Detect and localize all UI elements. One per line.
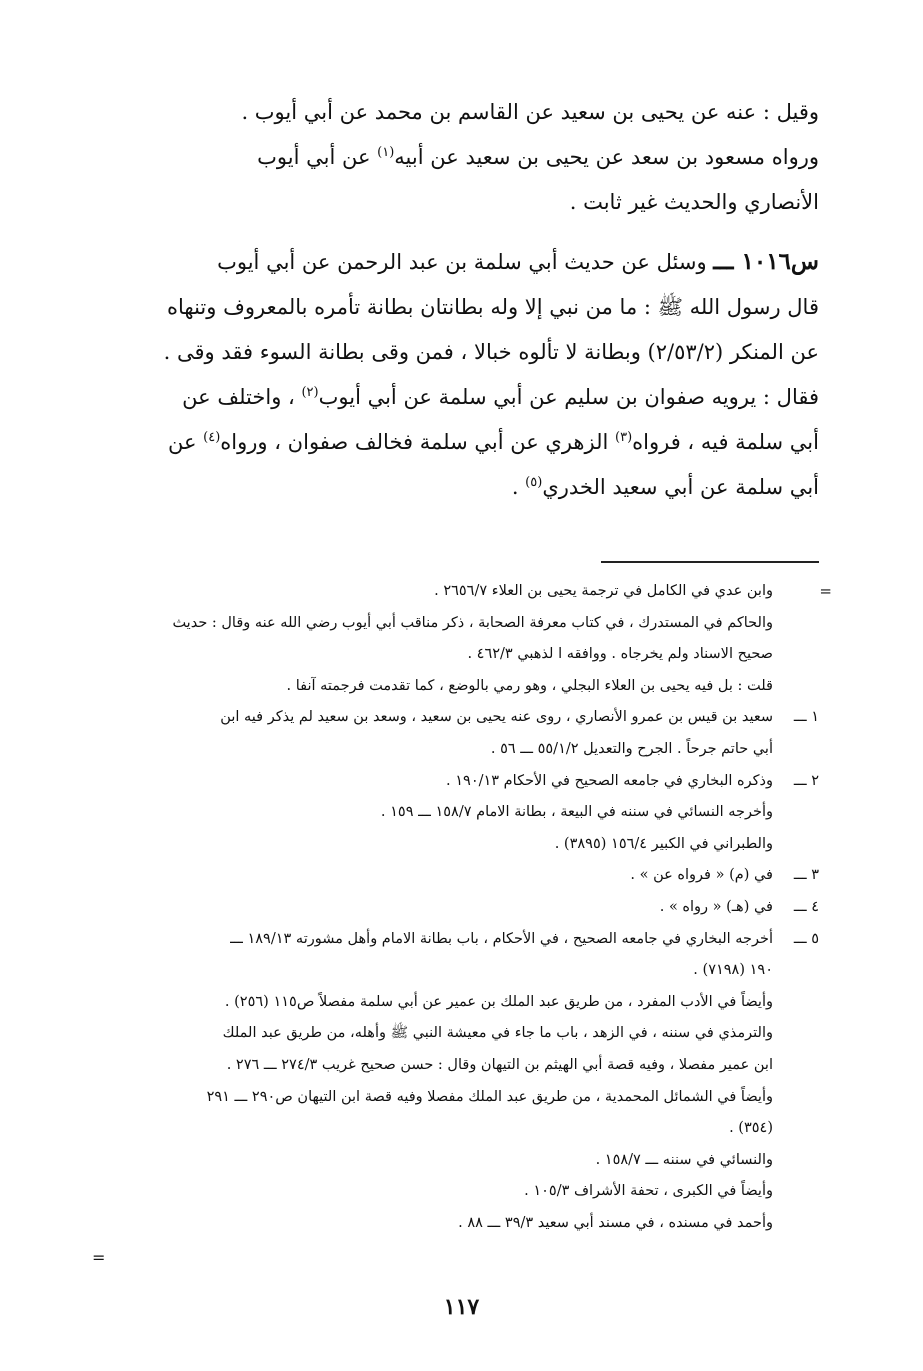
text-span: . [511, 475, 526, 499]
text-line [103, 465, 819, 510]
footnote-ref: (٣) [615, 430, 633, 445]
question-number: س١٠١٦ ـــ [713, 248, 819, 275]
footnote-text: ابن عمير مفصلا ، وفيه قصة أبي الهيثم بن التيهان وقال : حسن صحيح غريب ٢٧٤/٣ ـــ ٢٧٦ . [226, 1056, 773, 1073]
text-line [103, 90, 819, 135]
footnote-ref: (٥) [525, 475, 543, 490]
footnote-text: (٣٥٤) . [729, 1120, 773, 1137]
footnote-text: وذكره البخاري في جامعه الصحيح في الأحكام ١٩٠/١٣ . [446, 772, 773, 789]
footnote-separator [601, 561, 819, 563]
footnote-ref: (٢) [301, 385, 319, 400]
text-line [103, 180, 819, 225]
footnote-line [104, 734, 819, 766]
footnote-text: في (م) « فرواه عن » . [630, 867, 773, 884]
footnote-text: والطبراني في الكبير ١٥٦/٤ (٣٨٩٥) . [554, 835, 773, 852]
footnote-text: وأيضاً في الشمائل المحمدية ، من طريق عبد الملك مفصلا وفيه قصة ابن التيهان ص٢٩٠ ـــ ٢٩١ [206, 1088, 773, 1105]
footnote-line [104, 576, 819, 608]
footnote-5 [104, 924, 819, 956]
footnote-text: والحاكم في المستدرك ، في كتاب معرفة الصحابة ، ذكر مناقب أبي أيوب رضي الله عنه وقال : حديث [172, 614, 773, 631]
text-line [103, 135, 819, 180]
text-span: عن أبي أيوب [257, 145, 378, 169]
continuation-marker-top: = [819, 582, 832, 600]
text-span: أبي سلمة فيه ، فرواه [632, 430, 819, 454]
footnote-text: صحيح الاسناد ولم يخرجاه . ووافقه ا لذهبي ٤٦٢/٣ . [467, 646, 773, 663]
text-line [103, 285, 819, 330]
text-span: أبي سلمة عن أبي سعيد الخدري [542, 475, 819, 499]
footnote-line [104, 1050, 819, 1082]
footnote-text: وأحمد في مسنده ، في مسند أبي سعيد ٣٩/٣ ـــ ٨٨ . [458, 1214, 773, 1231]
text-span: ورواه مسعود بن سعد عن يحيى بن سعيد عن أبيه [394, 145, 819, 169]
footnote-text: وابن عدي في الكامل في ترجمة يحيى بن العلاء ٢٦٥٦/٧ . [434, 583, 773, 599]
footnote-line [104, 797, 819, 829]
footnotes [104, 576, 819, 1239]
text-span: قال رسول الله ﷺ : ما من نبي إلا وله بطانتان بطانة تأمره بالمعروف وتنهاه [167, 295, 819, 319]
text-line [103, 239, 819, 285]
footnote-line [104, 639, 819, 671]
text-span: ، واختلف عن [182, 385, 302, 409]
footnote-text: وأخرجه النسائي في سننه في البيعة ، بطانة الامام ١٥٨/٧ ـــ ١٥٩ . [380, 804, 773, 821]
footnote-4 [104, 892, 819, 924]
footnote-line [104, 1176, 819, 1208]
footnote-text: في (هـ) « رواه » . [659, 898, 773, 915]
footnote-text: قلت : بل فيه يحيى بن العلاء البجلي ، وهو رمي بالوضع ، كما تقدمت فرجمته آنفا . [286, 677, 773, 694]
footnote-text: وأيضاً في الكبرى ، تحفة الأشراف ١٠٥/٣ . [524, 1183, 773, 1200]
continuation-marker-bottom: = [92, 1248, 106, 1267]
footnote-line [104, 1113, 819, 1145]
footnote-line [104, 987, 819, 1019]
footnote-line [104, 608, 819, 640]
footnote-1 [104, 702, 819, 734]
text-span: وقيل : عنه عن يحيى بن سعيد عن القاسم بن محمد عن أبي أيوب . [241, 100, 819, 124]
text-line [103, 330, 819, 375]
text-line [103, 420, 819, 465]
footnote-marker: ٢ ـــ [793, 772, 819, 789]
text-line [103, 375, 819, 420]
text-span: فقال : يرويه صفوان بن سليم عن أبي سلمة عن أبي أيوب [318, 385, 819, 409]
footnote-line [104, 829, 819, 861]
footnote-line [104, 1018, 819, 1050]
paragraph-gap [103, 225, 819, 239]
footnote-line [104, 1208, 819, 1240]
footnote-text: سعيد بن قيس بن عمرو الأنصاري ، روى عنه يحيى بن سعيد ، وسعد بن سعيد لم يذكر فيه ابن [220, 709, 773, 726]
footnote-marker: ٤ ـــ [793, 898, 819, 915]
main-text [103, 90, 819, 510]
text-span: وسئل عن حديث أبي سلمة بن عبد الرحمن عن أبي أيوب [217, 250, 714, 274]
footnote-text: ١٩٠ (٧١٩٨) . [693, 962, 773, 979]
footnote-line [104, 955, 819, 987]
text-span: الأنصاري والحديث غير ثابت . [569, 190, 819, 214]
footnote-3 [104, 860, 819, 892]
footnote-2 [104, 766, 819, 798]
footnote-text: والنسائي في سننه ـــ ١٥٨/٧ . [595, 1151, 773, 1168]
footnote-text: أخرجه البخاري في جامعه الصحيح ، في الأحكام ، باب بطانة الامام وأهل مشورته ١٨٩/١٣ ـــ [230, 930, 773, 947]
footnote-ref: (١) [377, 145, 395, 160]
text-span: الزهري عن أبي سلمة فخالف صفوان ، ورواه [220, 430, 615, 454]
footnote-text: والترمذي في سننه ، في الزهد ، باب ما جاء في معيشة النبي ﷺ وأهله، من طريق عبد الملك [222, 1025, 773, 1042]
footnote-line [104, 1145, 819, 1177]
footnote-marker: ٣ ـــ [793, 867, 819, 884]
footnote-marker: ١ ـــ [793, 709, 819, 726]
footnote-text: وأيضاً في الأدب المفرد ، من طريق عبد الملك بن عمير عن أبي سلمة مفصلاً ص١١٥ (٢٥٦) . [224, 993, 773, 1010]
page-number: ١١٧ [443, 1294, 480, 1320]
text-span: عن [167, 430, 204, 454]
text-span: عن المنكر (٢/٥٣/٢) وبطانة لا تألوه خبالا ، فمن وقى بطانة السوء فقد وقى . [163, 340, 819, 364]
footnote-text: أبي حاتم جرحاً . الجرح والتعديل ٥٥/١/٢ ـــ ٥٦ . [490, 740, 773, 757]
footnote-marker: ٥ ـــ [793, 930, 819, 947]
footnote-line [104, 1082, 819, 1114]
footnote-line [104, 671, 819, 703]
footnote-ref: (٤) [203, 430, 221, 445]
